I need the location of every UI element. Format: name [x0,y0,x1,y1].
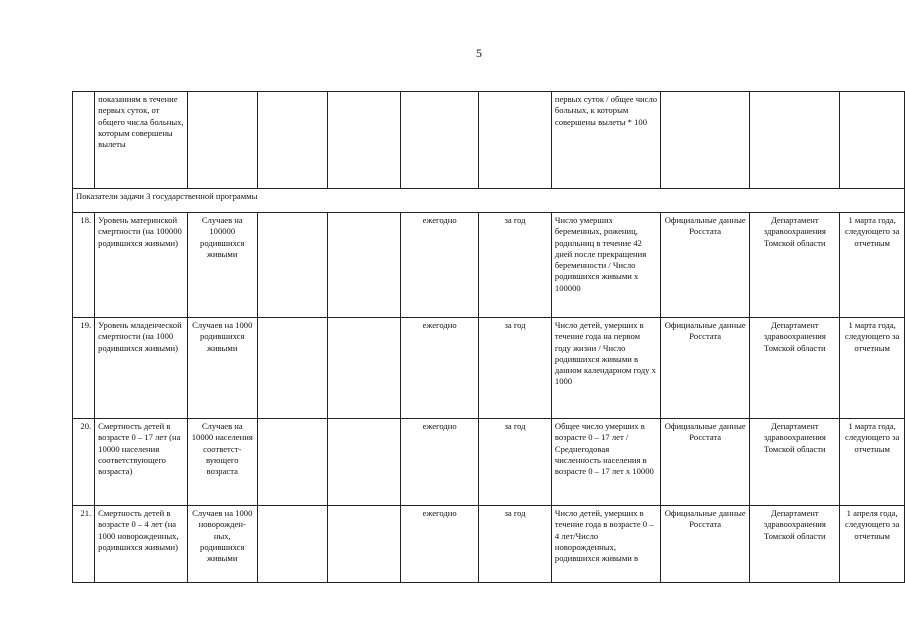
frequency-cell: ежегодно [401,318,479,419]
indicator-cell: Уровень младенческой смертности (на 1000 родившихся живыми) [95,318,188,419]
responsible-cell [750,92,840,189]
period-cell: за год [479,506,552,583]
responsible-cell: Департамент здравоохранения Томской области [750,318,840,419]
empty-cell [327,92,400,189]
period-cell: за год [479,419,552,506]
empty-cell [327,419,400,506]
frequency-cell: ежегодно [401,419,479,506]
responsible-cell: Департамент здравоохранения Томской области [750,213,840,318]
empty-cell [327,318,400,419]
table-row [73,506,905,583]
period-cell: за год [479,213,552,318]
page-number: 5 [476,46,482,60]
source-cell: Официальные данные Росстата [661,318,750,419]
responsible-cell: Департамент здравоохранения Томской области [750,506,840,583]
formula-cell: первых суток / общее число больных, к которым совершены вылеты * 100 [551,92,660,189]
deadline-cell: 1 марта года, следующего за отчетным [840,318,905,419]
indicator-cell: Смертность детей в возрасте 0 – 17 лет (на 10000 населения соответствующего возраста) [95,419,188,506]
section-header-row [73,189,905,213]
continuation-row [73,92,905,189]
period-cell: за год [479,318,552,419]
indicators-table [72,91,905,583]
unit-cell: Случаев на 100000 родившихся живыми [187,213,257,318]
empty-cell [257,419,327,506]
empty-cell [257,213,327,318]
indicator-cell: Смертность детей в возрасте 0 – 4 лет (на 1000 новорожденных, родившихся живыми) [95,506,188,583]
frequency-cell: ежегодно [401,213,479,318]
deadline-cell: 1 апреля года, следующего за отчетным [840,506,905,583]
empty-cell [257,506,327,583]
source-cell: Официальные данные Росстата [661,213,750,318]
num-cell [73,92,95,189]
table-row [73,213,905,318]
row-number: 19. [73,318,95,419]
formula-cell: Число детей, умерших в течение года на первом году жизни / Число родившихся живыми в данном календарном году х 1000 [551,318,660,419]
source-cell: Официальные данные Росстата [661,506,750,583]
row-number: 21. [73,506,95,583]
unit-cell: Случаев на 1000 родившихся живыми [187,318,257,419]
frequency-cell [401,92,479,189]
row-number: 18. [73,213,95,318]
section-header: Показатели задачи 3 государственной программы [73,189,905,213]
formula-cell: Число умерших беременных, рожениц, родильниц в течение 42 дней после прекращения беременности / Число родившихся живыми х 100000 [551,213,660,318]
source-cell [661,92,750,189]
row-number: 20. [73,419,95,506]
indicator-cell: показаниям в течение первых суток, от общего числа больных, которым совершены вылеты [95,92,188,189]
formula-cell: Общее число умерших в возрасте 0 – 17 лет / Среднегодовая численность населения в возрасте 0 – 17 лет х 10000 [551,419,660,506]
empty-cell [327,506,400,583]
formula-cell: Число детей, умерших в течение года в возрасте 0 – 4 лет/Число новорожденных, родившихся живыми в [551,506,660,583]
unit-cell [187,92,257,189]
source-cell: Официальные данные Росстата [661,419,750,506]
indicator-cell: Уровень материнской смертности (на 100000 родившихся живыми) [95,213,188,318]
period-cell [479,92,552,189]
table-row [73,419,905,506]
empty-cell [257,92,327,189]
empty-cell [257,318,327,419]
responsible-cell: Департамент здравоохранения Томской области [750,419,840,506]
table-row [73,318,905,419]
deadline-cell [840,92,905,189]
deadline-cell: 1 марта года, следующего за отчетным [840,419,905,506]
empty-cell [327,213,400,318]
frequency-cell: ежегодно [401,506,479,583]
unit-cell: Случаев на 1000 новорожден-ных, родившихся живыми [187,506,257,583]
unit-cell: Случаев на 10000 населения соответст-вующего возраста [187,419,257,506]
deadline-cell: 1 марта года, следующего за отчетным [840,213,905,318]
